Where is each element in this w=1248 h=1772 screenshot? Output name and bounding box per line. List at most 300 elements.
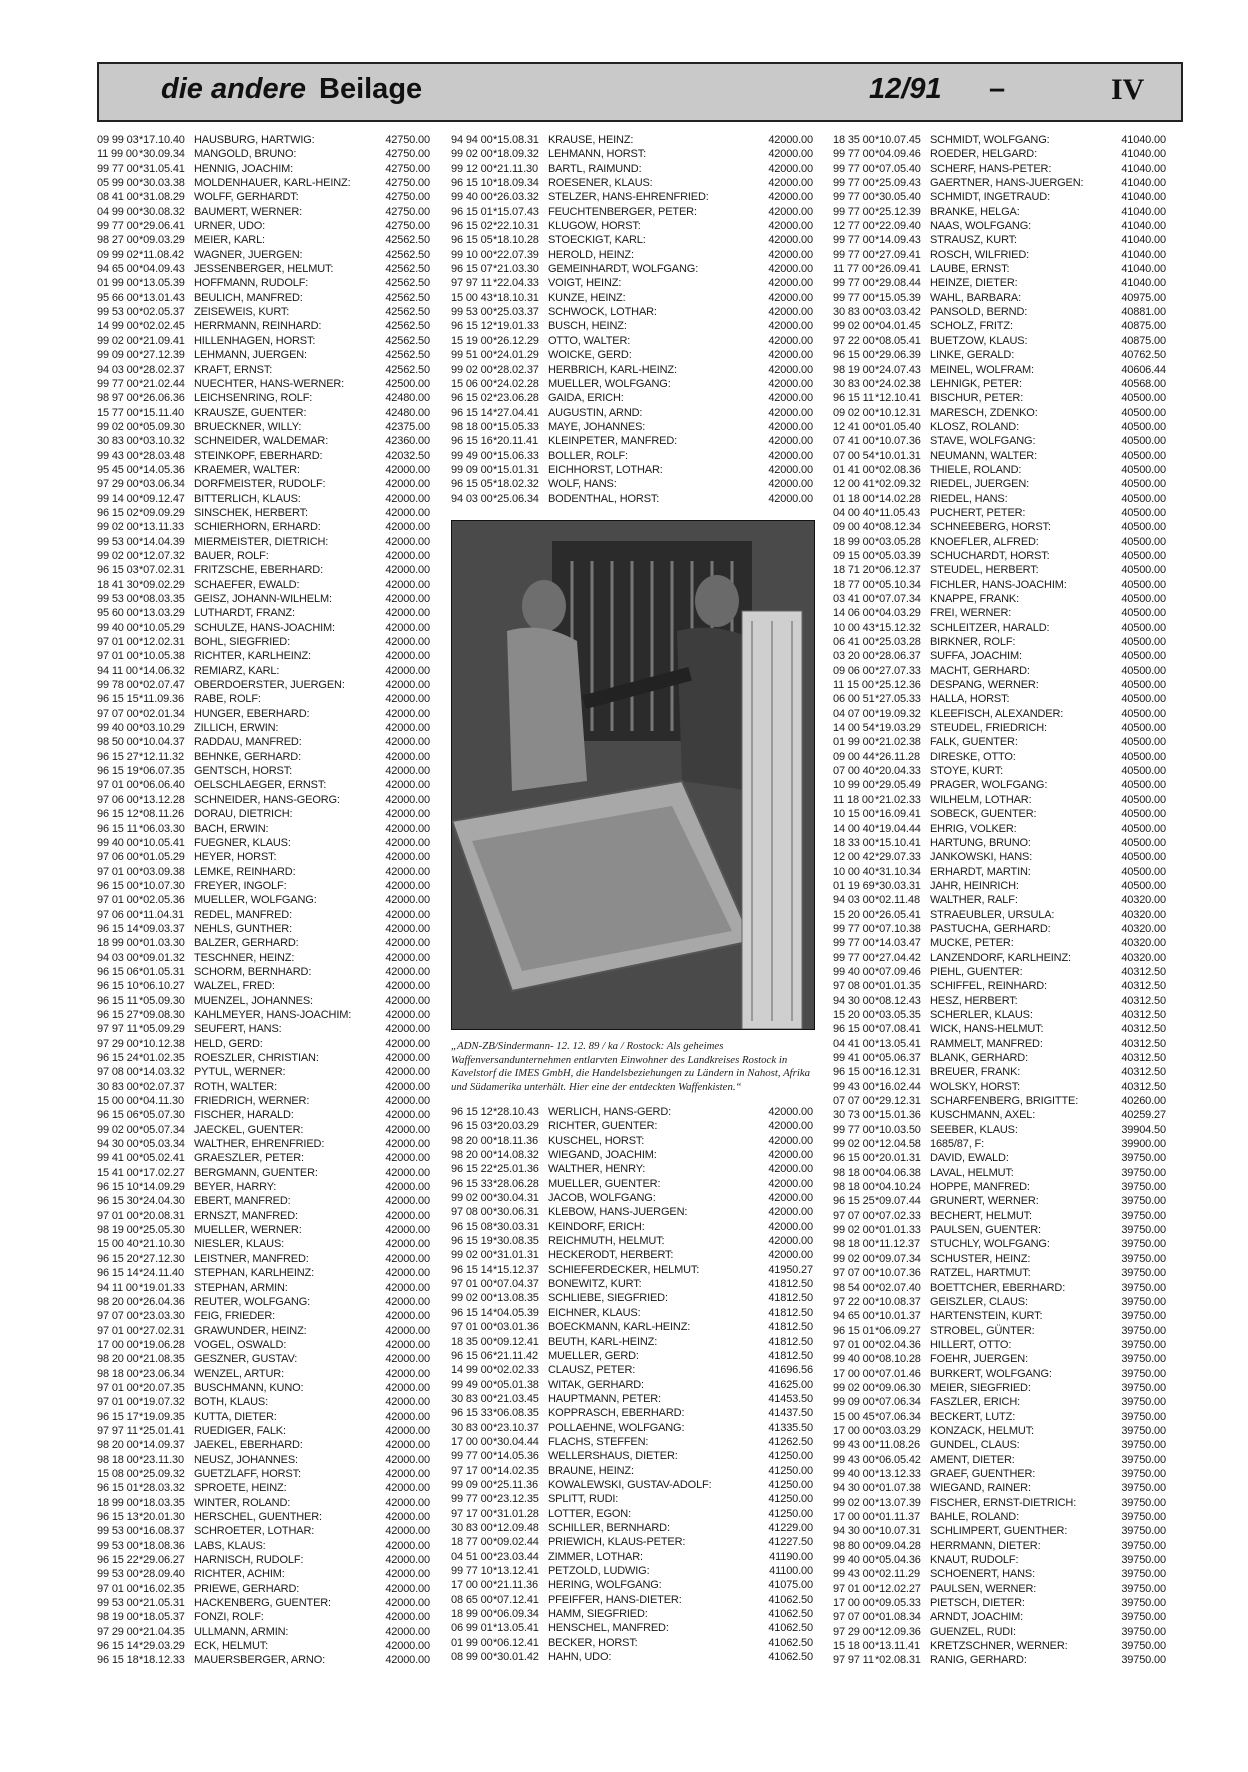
list-item — [833, 1180, 1166, 1194]
service-code: 96 15 01 — [451, 205, 493, 218]
birth-date: *10.05.41 — [139, 836, 185, 849]
service-code: 97 01 00 — [97, 1582, 139, 1595]
birth-date: *09.02.44 — [493, 1536, 539, 1549]
service-code: 99 77 00 — [833, 951, 875, 964]
list-item — [451, 1320, 813, 1334]
list-item — [833, 1438, 1166, 1452]
birth-date: *18.05.37 — [139, 1611, 185, 1624]
amount: 42000.00 — [768, 478, 813, 491]
service-code: 96 15 06 — [97, 1109, 139, 1122]
birth-date: *06.07.35 — [139, 765, 185, 778]
person-name: ROEDER, HELGARD: — [930, 148, 1038, 161]
person-name: BOLLER, ROLF: — [548, 449, 628, 462]
birth-date: *22.10.31 — [493, 220, 539, 233]
person-name: GEISZ, JOHANN-WILHELM: — [194, 593, 332, 605]
person-name: WALTHER, EHRENFRIED: — [194, 1138, 325, 1151]
list-item — [97, 190, 430, 204]
person-name: SCHLEITZER, HARALD: — [930, 621, 1050, 634]
list-item — [97, 1194, 430, 1208]
list-item — [833, 1453, 1166, 1467]
amount: 42000.00 — [768, 1177, 813, 1190]
amount: 42000.00 — [385, 1640, 430, 1653]
amount: 41040.00 — [1121, 263, 1166, 276]
list-item — [451, 1263, 813, 1277]
service-code: 98 27 00 — [97, 234, 139, 247]
service-code: 14 00 54 — [833, 722, 875, 735]
amount: 40312.50 — [1121, 1008, 1166, 1021]
list-item — [833, 434, 1166, 448]
service-code: 17 00 00 — [833, 1424, 875, 1437]
birth-date: *05.07.34 — [139, 1123, 185, 1136]
birth-date: *16.02.44 — [875, 1080, 921, 1093]
service-code: 99 77 00 — [833, 922, 875, 935]
person-name: WOLFF, GERHARDT: — [194, 191, 299, 204]
service-code: 94 65 00 — [833, 1310, 875, 1323]
amount: 42000.00 — [385, 521, 430, 534]
birth-date: *27.04.41 — [493, 406, 539, 419]
list-item — [97, 1252, 430, 1266]
photo-caption: „ADN-ZB/Sindermann- 12. 12. 89 / ka / Rostock: Als geheimes Waffenversandunternehmen entlarvten Einwohner des Landkreises Rostock in Kavelstorf die IMES GmbH, die Handelsbeziehungen zu Ländern in Nahost, Afrika und Südamerika unterhält. Hier eine der entdeckten Waffenkisten.“ — [451, 1040, 811, 1093]
person-name: RICHTER, KARLHEINZ: — [194, 650, 311, 663]
person-name: GEMEINHARDT, WOLFGANG: — [548, 263, 699, 276]
birth-date: *06.12.37 — [875, 564, 921, 577]
service-code: 18 77 00 — [833, 578, 875, 591]
birth-date: *26.05.41 — [875, 908, 921, 921]
person-name: WALTHER, RALF: — [930, 894, 1018, 907]
amount: 42000.00 — [768, 1134, 813, 1147]
list-item — [97, 348, 430, 362]
amount: 40500.00 — [1121, 793, 1166, 806]
service-code: 96 15 01 — [833, 1324, 875, 1337]
birth-date: *27.09.41 — [875, 248, 921, 261]
birth-date: *10.07.36 — [875, 435, 921, 448]
birth-date: *04.03.29 — [875, 607, 921, 620]
amount: 39750.00 — [1121, 1238, 1166, 1251]
amount: 41812.50 — [768, 1306, 813, 1319]
list-item — [451, 1162, 813, 1176]
amount: 42000.00 — [768, 148, 813, 161]
birth-date: *02.07.40 — [875, 1281, 921, 1294]
list-item — [97, 908, 430, 922]
birth-date: *13.07.39 — [875, 1496, 921, 1509]
birth-date: *21.11.30 — [493, 162, 538, 175]
service-code: 96 15 00 — [833, 1066, 875, 1079]
service-code: 09 00 40 — [833, 521, 875, 534]
service-code: 99 10 00 — [451, 248, 493, 261]
person-name: STAVE, WOLFGANG: — [930, 435, 1036, 448]
birth-date: *01.01.33 — [875, 1224, 921, 1237]
amount: 42000.00 — [768, 134, 813, 146]
birth-date: *30.06.31 — [493, 1206, 539, 1219]
birth-date: *10.07.30 — [139, 879, 185, 892]
amount: 42000.00 — [768, 1235, 813, 1248]
person-name: LINKE, GERALD: — [930, 349, 1015, 362]
birth-date: *28.03.32 — [139, 1482, 185, 1495]
service-code: 94 94 00 — [451, 134, 493, 146]
service-code: 96 15 14 — [97, 922, 139, 935]
amount: 40500.00 — [1121, 621, 1166, 634]
person-name: KRAFT, ERNST: — [194, 363, 273, 376]
list-item — [97, 893, 430, 907]
amount: 39750.00 — [1121, 1353, 1166, 1366]
service-code: 30 83 00 — [97, 1080, 139, 1093]
person-name: MOLDENHAUER, KARL-HEINZ: — [194, 177, 351, 190]
service-code: 97 97 11 — [451, 277, 492, 290]
service-code: 08 41 00 — [97, 191, 139, 204]
amount: 40500.00 — [1121, 406, 1166, 419]
service-code: 99 78 00 — [97, 679, 139, 692]
list-item — [451, 1564, 813, 1578]
amount: 42000.00 — [385, 736, 430, 749]
list-item — [833, 764, 1166, 778]
amount: 41040.00 — [1121, 191, 1166, 204]
person-name: KUSCHEL, HORST: — [548, 1134, 645, 1147]
service-code: 96 15 12 — [451, 1106, 493, 1118]
birth-date: *08.10.28 — [875, 1353, 921, 1366]
person-name: KNAUT, RUDOLF: — [930, 1554, 1019, 1567]
birth-date: *06.09.27 — [875, 1324, 921, 1337]
list-item — [833, 1324, 1166, 1338]
service-code: 15 19 00 — [451, 334, 493, 347]
birth-date: *15.05.33 — [493, 420, 539, 433]
person-name: PUCHERT, PETER: — [930, 506, 1026, 519]
amount: 42000.00 — [385, 636, 430, 649]
birth-date: *16.12.31 — [875, 1066, 921, 1079]
service-code: 99 40 00 — [833, 965, 875, 978]
birth-date: *30.04.31 — [493, 1192, 539, 1205]
person-name: SPLITT, RUDI: — [548, 1493, 619, 1506]
amount: 40312.50 — [1121, 965, 1166, 978]
person-name: FEIG, FRIEDER: — [194, 1310, 276, 1323]
service-code: 96 15 10 — [97, 980, 139, 993]
birth-date: *14.05.36 — [139, 463, 185, 476]
service-code: 09 15 00 — [833, 549, 875, 562]
list-item — [97, 1481, 430, 1495]
list-item — [833, 248, 1166, 262]
person-name: KONZACK, HELMUT: — [930, 1424, 1034, 1437]
birth-date: *10.01.37 — [875, 1310, 921, 1323]
service-code: 96 15 27 — [97, 750, 139, 763]
amount: 40975.00 — [1121, 291, 1166, 304]
amount: 40606.44 — [1121, 363, 1166, 376]
amount: 42000.00 — [768, 1120, 813, 1133]
amount: 42000.00 — [385, 1267, 430, 1280]
list-item — [451, 477, 813, 491]
list-item — [97, 1295, 430, 1309]
amount: 42000.00 — [768, 1220, 813, 1233]
amount: 40500.00 — [1121, 392, 1166, 405]
person-name: BAUER, ROLF: — [194, 549, 269, 562]
person-name: KRAUSE, HEINZ: — [548, 134, 634, 146]
birth-date: *14.08.32 — [493, 1149, 539, 1162]
birth-date: *20.01.31 — [875, 1152, 921, 1165]
list-item — [833, 190, 1166, 204]
service-code: 96 15 14 — [451, 1306, 493, 1319]
amount: 40500.00 — [1121, 822, 1166, 835]
amount: 41040.00 — [1121, 248, 1166, 261]
birth-date: *12.11.32 — [139, 750, 184, 763]
amount: 42000.00 — [768, 205, 813, 218]
person-name: RABE, ROLF: — [194, 693, 261, 706]
amount: 40312.50 — [1121, 1023, 1166, 1036]
person-name: STRAUSZ, KURT: — [930, 234, 1017, 247]
header-dash: – — [989, 73, 1006, 105]
service-code: 98 54 00 — [833, 1281, 875, 1294]
list-item — [833, 778, 1166, 792]
service-code: 12 77 00 — [833, 220, 875, 233]
amount: 42000.00 — [385, 1138, 430, 1151]
list-item — [833, 506, 1166, 520]
list-item — [833, 1209, 1166, 1223]
list-item — [451, 1119, 813, 1133]
list-item — [833, 1338, 1166, 1352]
service-code: 96 15 02 — [451, 220, 493, 233]
amount: 42000.00 — [385, 965, 430, 978]
birth-date: *03.10.32 — [139, 435, 185, 448]
amount: 42000.00 — [385, 1023, 430, 1036]
service-code: 18 35 00 — [833, 134, 875, 146]
service-code: 99 77 00 — [833, 234, 875, 247]
service-code: 99 51 00 — [451, 349, 493, 362]
amount: 41250.00 — [768, 1478, 813, 1491]
amount: 42000.00 — [385, 879, 430, 892]
list-item — [833, 1080, 1166, 1094]
service-code: 30 83 00 — [451, 1421, 493, 1434]
amount: 39750.00 — [1121, 1539, 1166, 1552]
person-name: HARTUNG, BRUNO: — [930, 836, 1031, 849]
birth-date: *19.01.33 — [493, 320, 539, 333]
list-item — [833, 592, 1166, 606]
birth-date: *09.02.29 — [139, 578, 185, 591]
person-name: JACOB, WOLFGANG: — [548, 1192, 656, 1205]
amount: 40500.00 — [1121, 535, 1166, 548]
service-code: 12 00 41 — [833, 478, 875, 491]
person-name: HERING, WOLFGANG: — [548, 1579, 662, 1592]
birth-date: *24.11.40 — [139, 1267, 184, 1280]
birth-date: *02.08.36 — [875, 463, 921, 476]
person-name: KEINDORF, ERICH: — [548, 1220, 645, 1233]
birth-date: *16.09.41 — [875, 808, 921, 821]
list-item — [97, 721, 430, 735]
person-name: SCHULZE, HANS-JOACHIM: — [194, 621, 335, 634]
list-item — [833, 1252, 1166, 1266]
person-name: REDEL, MANFRED: — [194, 908, 292, 921]
service-code: 96 15 05 — [451, 478, 493, 491]
person-name: PAULSEN, WERNER: — [930, 1582, 1037, 1595]
person-name: SCHNEIDER, HANS-GEORG: — [194, 793, 340, 806]
list-item — [833, 1539, 1166, 1553]
amount: 42562.50 — [385, 248, 430, 261]
service-code: 15 18 00 — [833, 1640, 875, 1653]
list-item — [833, 449, 1166, 463]
person-name: SPROETE, HEINZ: — [194, 1482, 287, 1495]
service-code: 97 01 00 — [97, 1209, 139, 1222]
person-name: GAERTNER, HANS-JUERGEN: — [930, 177, 1084, 190]
service-code: 96 15 12 — [451, 320, 493, 333]
person-name: POLLAEHNE, WOLFGANG: — [548, 1421, 685, 1434]
person-name: BOECKMANN, KARL-HEINZ: — [548, 1321, 691, 1334]
birth-date: *25.03.28 — [875, 636, 921, 649]
birth-date: *13.12.33 — [875, 1467, 921, 1480]
service-code: 96 15 24 — [97, 1052, 139, 1064]
birth-date: *13.05.41 — [493, 1622, 539, 1635]
list-item — [97, 664, 430, 678]
service-code: 96 15 33 — [451, 1407, 493, 1420]
birth-date: *30.03.31 — [875, 879, 921, 892]
birth-date: *07.02.33 — [875, 1209, 921, 1222]
person-name: ERNSZT, MANFRED: — [194, 1209, 298, 1222]
list-item — [451, 1578, 813, 1592]
amount: 40500.00 — [1121, 722, 1166, 735]
list-item — [97, 492, 430, 506]
birth-date: *14.03.32 — [139, 1066, 185, 1079]
amount: 41625.00 — [768, 1378, 813, 1391]
amount: 42000.00 — [385, 564, 430, 577]
list-item — [833, 348, 1166, 362]
service-code: 99 40 00 — [97, 836, 139, 849]
birth-date: *14.02.35 — [493, 1464, 539, 1477]
person-name: HECKERODT, HERBERT: — [548, 1249, 674, 1262]
person-name: SCHIEFERDECKER, HELMUT: — [548, 1263, 700, 1276]
list-item — [97, 233, 430, 247]
list-item — [97, 162, 430, 176]
list-item — [97, 793, 430, 807]
service-code: 99 49 00 — [451, 449, 493, 462]
list-item — [451, 434, 813, 448]
person-name: OTTO, WALTER: — [548, 334, 631, 347]
amount: 42000.00 — [385, 650, 430, 663]
list-item — [833, 377, 1166, 391]
list-item — [451, 219, 813, 233]
list-item — [97, 850, 430, 864]
service-code: 97 29 00 — [97, 1625, 139, 1638]
amount: 42000.00 — [385, 808, 430, 821]
birth-date: *10.12.31 — [875, 406, 921, 419]
service-code: 99 02 00 — [97, 521, 139, 534]
service-code: 97 01 00 — [97, 1396, 139, 1409]
amount: 39750.00 — [1121, 1597, 1166, 1610]
amount: 42000.00 — [385, 1353, 430, 1366]
person-name: SCHOENERT, HANS: — [930, 1568, 1035, 1581]
service-code: 96 15 00 — [833, 1023, 875, 1036]
list-item — [833, 750, 1166, 764]
birth-date: *24.07.43 — [875, 363, 921, 376]
birth-date: *09.05.33 — [875, 1597, 921, 1610]
service-code: 15 00 43 — [451, 291, 493, 304]
person-name: WIEGAND, JOACHIM: — [548, 1149, 657, 1162]
service-code: 17 00 00 — [451, 1435, 493, 1448]
list-item — [97, 1065, 430, 1079]
list-item — [97, 319, 430, 333]
person-name: SCHAEFER, EWALD: — [194, 578, 300, 591]
list-item — [833, 994, 1166, 1008]
list-item — [451, 1349, 813, 1363]
birth-date: *22.07.39 — [493, 248, 539, 261]
service-code: 95 45 00 — [97, 463, 139, 476]
service-code: 98 20 00 — [97, 1295, 139, 1308]
person-name: WICK, HANS-HELMUT: — [930, 1023, 1044, 1036]
person-name: 1685/87, F: — [930, 1138, 984, 1151]
list-item — [97, 1281, 430, 1295]
birth-date: *09.03.37 — [139, 922, 185, 935]
list-item — [97, 635, 430, 649]
amount: 42000.00 — [385, 593, 430, 605]
amount: 41229.00 — [768, 1521, 813, 1534]
list-item — [833, 1567, 1166, 1581]
birth-date: *03.05.28 — [875, 535, 921, 548]
amount: 40260.00 — [1121, 1095, 1166, 1108]
birth-date: *11.08.26 — [875, 1439, 920, 1452]
person-name: FISCHER, ERNST-DIETRICH: — [930, 1496, 1077, 1509]
person-name: REUTER, WOLFGANG: — [194, 1295, 311, 1308]
birth-date: *07.06.34 — [875, 1396, 921, 1409]
amount: 40500.00 — [1121, 593, 1166, 605]
list-item — [451, 233, 813, 247]
person-name: KLUGOW, HORST: — [548, 220, 641, 233]
amount: 40500.00 — [1121, 750, 1166, 763]
service-code: 99 02 00 — [97, 334, 139, 347]
amount: 40320.00 — [1121, 922, 1166, 935]
person-name: STOYE, KURT: — [930, 765, 1003, 778]
person-name: DORFMEISTER, RUDOLF: — [194, 478, 326, 491]
person-name: KUNZE, HEINZ: — [548, 291, 626, 304]
amount: 42000.00 — [768, 377, 813, 390]
birth-date: *18.12.33 — [139, 1654, 185, 1667]
amount: 41227.50 — [768, 1536, 813, 1549]
person-name: BEULICH, MANFRED: — [194, 291, 303, 304]
amount: 39750.00 — [1121, 1511, 1166, 1523]
birth-date: *03.03.29 — [875, 1424, 921, 1437]
amount: 39750.00 — [1121, 1367, 1166, 1380]
list-item — [833, 1367, 1166, 1381]
person-name: LAUBE, ERNST: — [930, 263, 1010, 276]
amount: 42000.00 — [768, 177, 813, 190]
list-item — [97, 434, 430, 448]
birth-date: *09.09.29 — [139, 506, 185, 519]
birth-date: *09.08.30 — [139, 1008, 185, 1021]
person-name: AUGUSTIN, ARND: — [548, 406, 643, 419]
person-name: ERHARDT, MARTIN: — [930, 865, 1031, 878]
service-code: 97 01 00 — [451, 1278, 493, 1291]
list-item — [97, 420, 430, 434]
person-name: HUNGER, EBERHARD: — [194, 707, 310, 720]
person-name: FUEGNER, KLAUS: — [194, 836, 291, 849]
list-item — [97, 1625, 430, 1639]
person-name: PRAGER, WOLFGANG: — [930, 779, 1048, 792]
amount: 39750.00 — [1121, 1496, 1166, 1509]
list-item — [833, 649, 1166, 663]
list-item — [833, 563, 1166, 577]
service-code: 14 99 00 — [97, 320, 139, 333]
service-code: 96 15 03 — [451, 1120, 493, 1133]
service-code: 04 00 40 — [833, 506, 875, 519]
amount: 40500.00 — [1121, 463, 1166, 476]
amount: 42000.00 — [768, 435, 813, 448]
person-name: HOFFMANN, RUDOLF: — [194, 277, 309, 290]
service-code: 97 01 00 — [97, 865, 139, 878]
person-name: MANGOLD, BRUNO: — [194, 148, 297, 161]
birth-date: *14.03.47 — [875, 937, 921, 950]
person-name: BODENTHAL, HORST: — [548, 492, 660, 505]
person-name: GRAESZLER, PETER: — [194, 1152, 304, 1165]
amount: 42000.00 — [385, 1252, 430, 1265]
service-code: 96 15 22 — [451, 1163, 493, 1176]
list-item — [97, 879, 430, 893]
service-code: 96 15 11 — [97, 994, 138, 1007]
birth-date: *01.02.35 — [139, 1052, 185, 1064]
service-code: 97 97 11 — [833, 1654, 874, 1667]
person-name: HALLA, HORST: — [930, 693, 1010, 706]
